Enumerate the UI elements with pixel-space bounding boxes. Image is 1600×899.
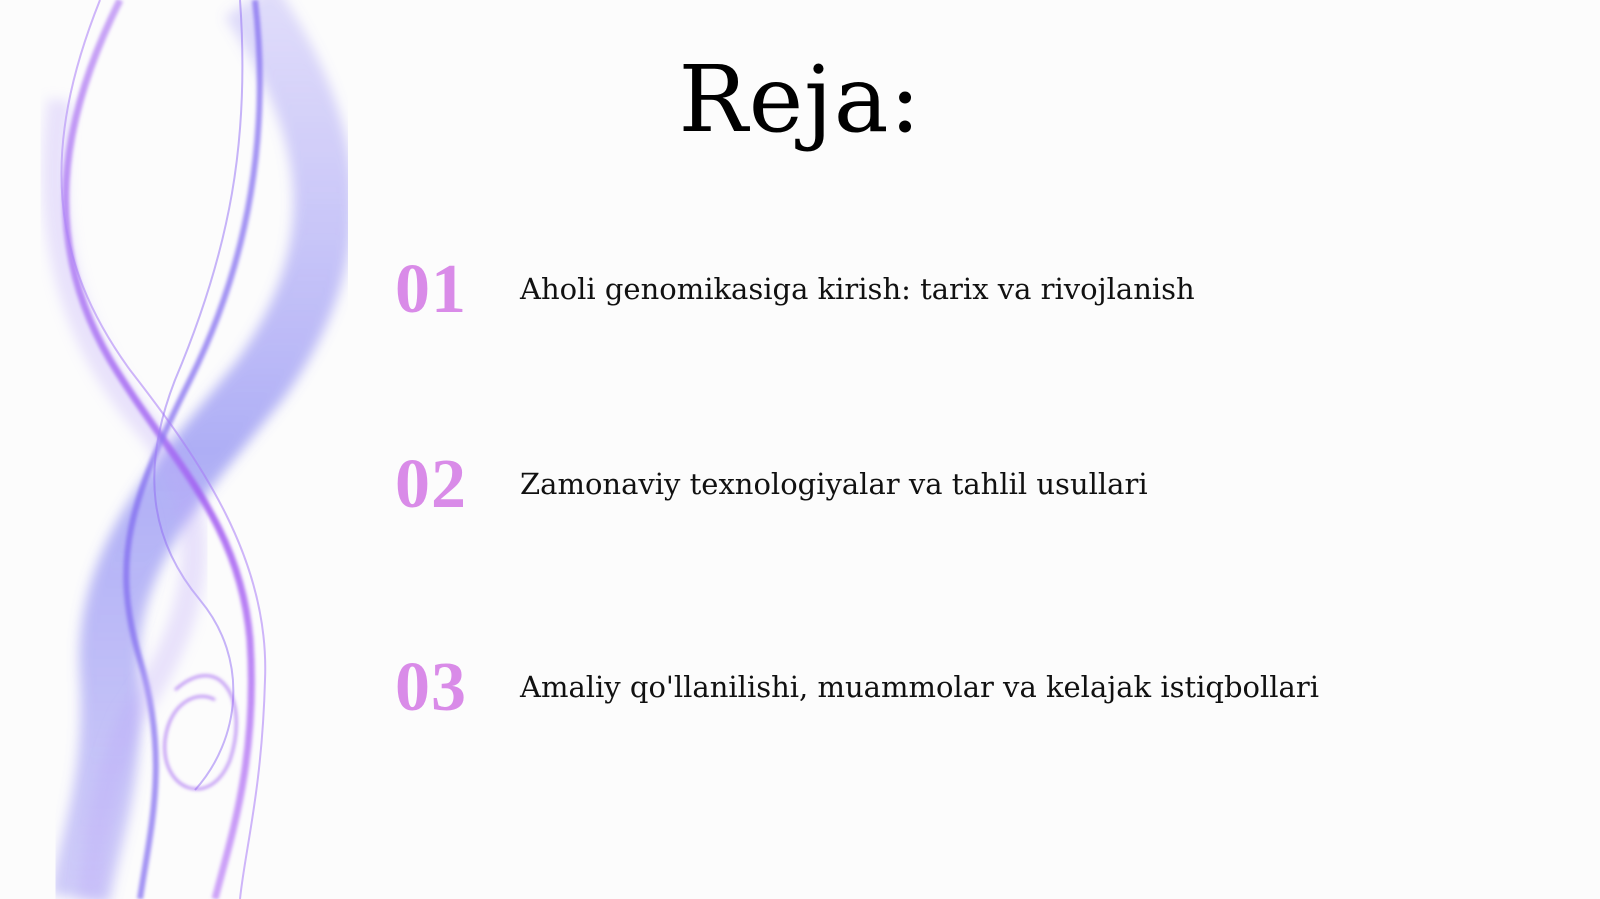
agenda-number: 03 — [395, 649, 467, 726]
agenda-text: Zamonaviy texnologiyalar va tahlil usullari — [520, 467, 1148, 501]
agenda-item-1 — [395, 245, 1545, 335]
agenda-text: Amaliy qo'llanilishi, muammolar va kelajak istiqbollari — [520, 670, 1319, 704]
purple-smoke-decoration — [0, 0, 400, 899]
slide-title: Reja: — [678, 46, 922, 153]
agenda-item-3 — [395, 643, 1545, 733]
agenda-item-2 — [395, 440, 1545, 530]
agenda-number: 01 — [395, 251, 467, 328]
agenda-number: 02 — [395, 446, 467, 523]
agenda-text: Aholi genomikasiga kirish: tarix va rivojlanish — [520, 272, 1195, 306]
